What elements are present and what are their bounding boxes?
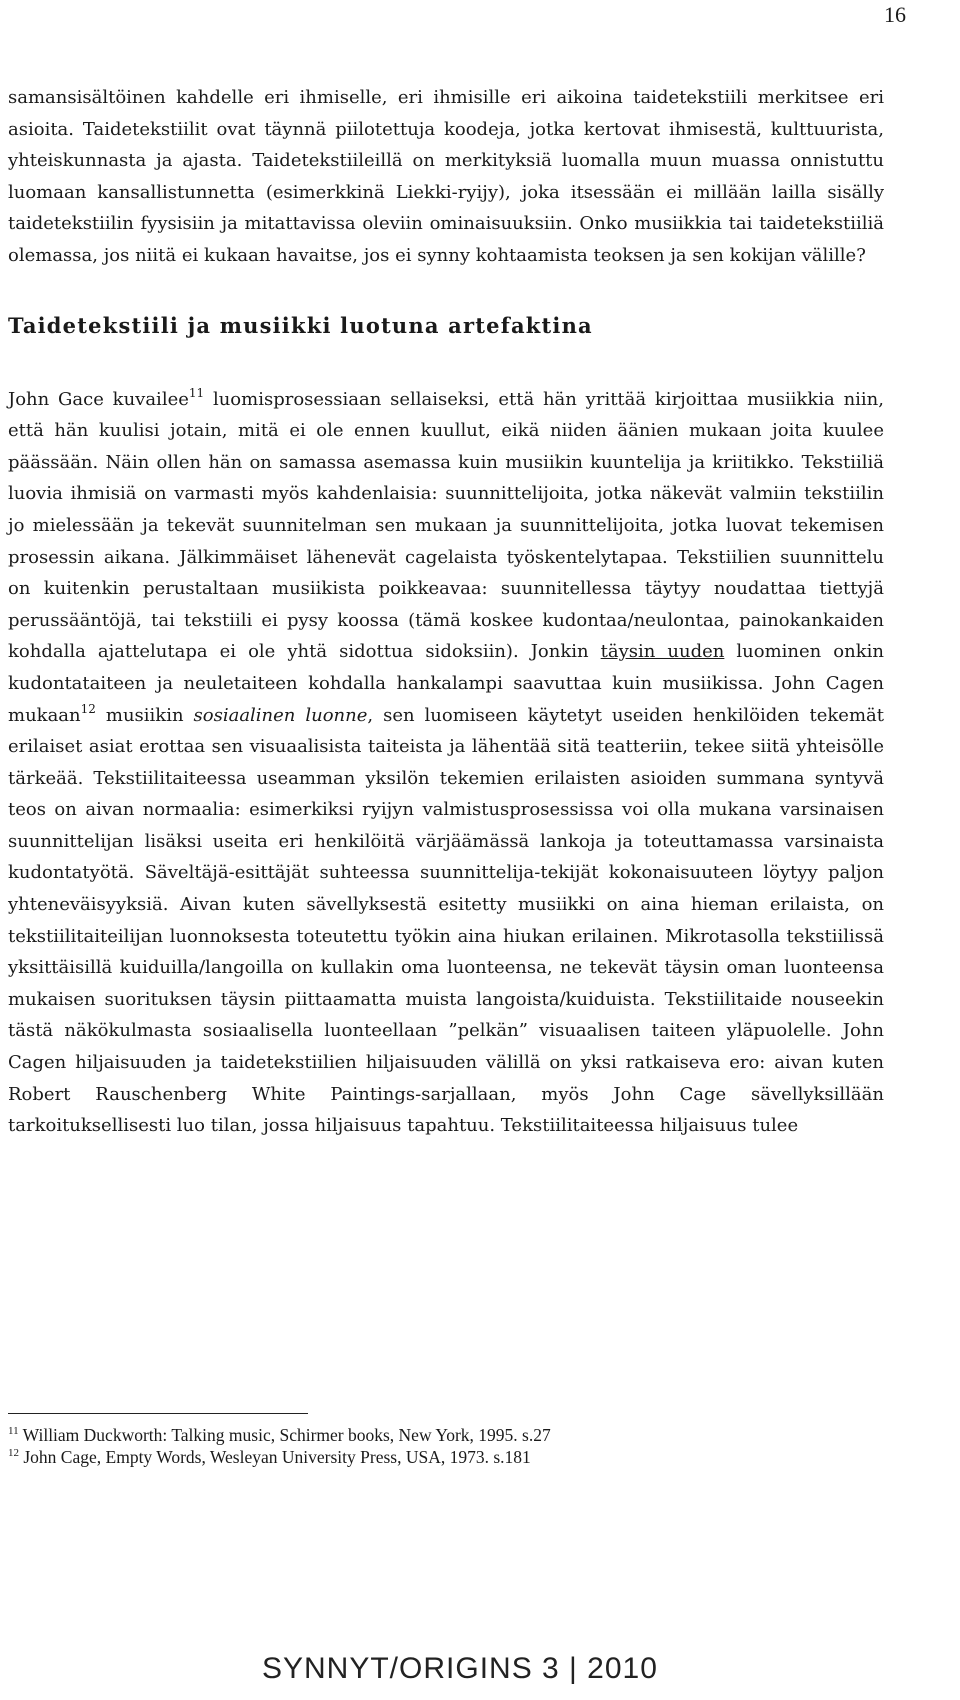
footnote-ref-12[interactable]: 12 — [80, 701, 96, 716]
footnote-ref-11[interactable]: 11 — [188, 385, 205, 400]
underlined-phrase: täysin uuden — [600, 641, 725, 663]
text-segment: , sen luomiseen käytetyt useiden henkilöiden tekemät erilaiset asiat erottaa sen visuaalisista taiteista ja lähentää sitä teatteriin, tekee siitä yhteisölle tärkeää. Tekstiilitaiteessa useamman yksilön tekemien erilaisten asioiden summana syntyvä teos on aivan normaalia: esimerkiksi ryijyn valmistusprosessissa voi olla mukana varsinaisen suunnittelijan lisäksi useita eri henkilöitä värjäämässä lankoja ja toteuttamassa varsinaista kudontatyötä. Säveltäjä-esittäjät suhteessa suunnittelija-tekijät kokonaisuuteen löytyy paljon yhteneväisyyksiä. Aivan kuten sävellyksestä esitetty musiikki on aina hieman erilaista, on tekstiilitaiteilijan luonnoksesta toteutettu työkin aina hiukan erilainen. Mikrotasolla tekstiilissä yksittäisillä kuiduilla/langoilla on kullakin oma luonteensa, ne tekevät täysin oman luonteensa mukaisen suorituksen täysin piittaamatta muista langoista/kuiduista. Tekstiilitaide nouseekin tästä näkökulmasta sosiaalisella luonteellaan ”pelkän” visuaalisen taiteen yläpuolelle. John Cagen hiljaisuuden ja taidetekstiilien hiljaisuuden välillä on yksi ratkaiseva ero: aivan kuten Robert Rauschenberg White Paintings-sarjallaan, myös John Cage sävellyksillään tarkoituksellisesti luo tilan, jossa hiljaisuus tapahtuu. Tekstiilitaiteessa hiljaisuus tulee — [8, 704, 884, 1137]
footnote-divider — [8, 1413, 308, 1414]
footnote-number: 12 — [8, 1447, 19, 1459]
text-segment: musiikin — [95, 704, 194, 726]
footnote-11 — [8, 1424, 551, 1446]
footnote-text: William Duckworth: Talking music, Schirmer books, New York, 1995. s.27 — [18, 1425, 551, 1445]
footnote-12 — [8, 1446, 551, 1468]
body-content — [8, 82, 884, 1142]
italic-phrase: sosiaalinen luonne — [193, 704, 368, 726]
footnote-number: 11 — [8, 1425, 19, 1437]
footnote-text: John Cage, Empty Words, Wesleyan University Press, USA, 1973. s.181 — [19, 1447, 531, 1467]
footnotes — [8, 1424, 551, 1468]
text-segment: John Gace kuvailee — [8, 388, 189, 410]
page-number: 16 — [884, 2, 906, 27]
text-segment: luominen onkin kudontataiteen ja neuletaiteen kohdalla hankalampi saavuttaa kuin musiikissa. John Cagen mukaan — [8, 641, 884, 726]
paragraph-main — [8, 384, 884, 1142]
paragraph-intro: samansisältöinen kahdelle eri ihmiselle, eri ihmisille eri aikoina taidetekstiili merkitsee eri asioita. Taidetekstiilit ovat täynnä piilotettuja koodeja, jotka kertovat ihmisestä, kulttuurista, yhteiskunnasta ja ajasta. Taidetekstiileillä on merkityksiä luomalla muun muassa onnistuttu luomaan kansallistunnetta (esimerkkinä Liekki-ryijy), joka itsessään ei millään lailla sisälly taidetekstiilin fyysisiin ja mitattavissa oleviin ominaisuuksiin. Onko musiikkia tai taidetekstiiliä olemassa, jos niitä ei kukaan havaitse, jos ei synny kohtaamista teoksen ja sen kokijan välille? — [8, 87, 884, 266]
section-heading: Taidetekstiili ja musiikki luotuna artefaktina — [8, 312, 593, 338]
page-footer: SYNNYT/ORIGINS 3 | 2010 — [262, 1652, 658, 1685]
text-segment: luomisprosessiaan sellaiseksi, että hän yrittää kirjoittaa musiikkia niin, että hän kuulisi jotain, mitä ei ole ennen kuullut, eikä niiden äänien mukaan joita kuulee päässään. Näin ollen hän on samassa asemassa kuin musiikin kuuntelija ja kriitikko. Tekstiiliä luovia ihmisiä on varmasti myös kahdenlaisia: suunnittelijoita, jotka näkevät valmiin tekstiilin jo mielessään ja tekevät suunnitelman sen mukaan ja suunnittelijoita, jotka luovat tekemisen prosessin aikana. Jälkimmäiset lähenevät cagelaista työskentelytapaa. Tekstiilien suunnittelu on kuitenkin perustaltaan musiikista poikkeavaa: suunnitellessa täytyy noudattaa tiettyjä perussääntöjä, tai tekstiili ei pysy koossa (tämä koskee kudontaa/neulontaa, painokankaiden kohdalla ajattelutapa ei ole yhtä sidottua sidoksiin). Jonkin — [8, 388, 885, 663]
